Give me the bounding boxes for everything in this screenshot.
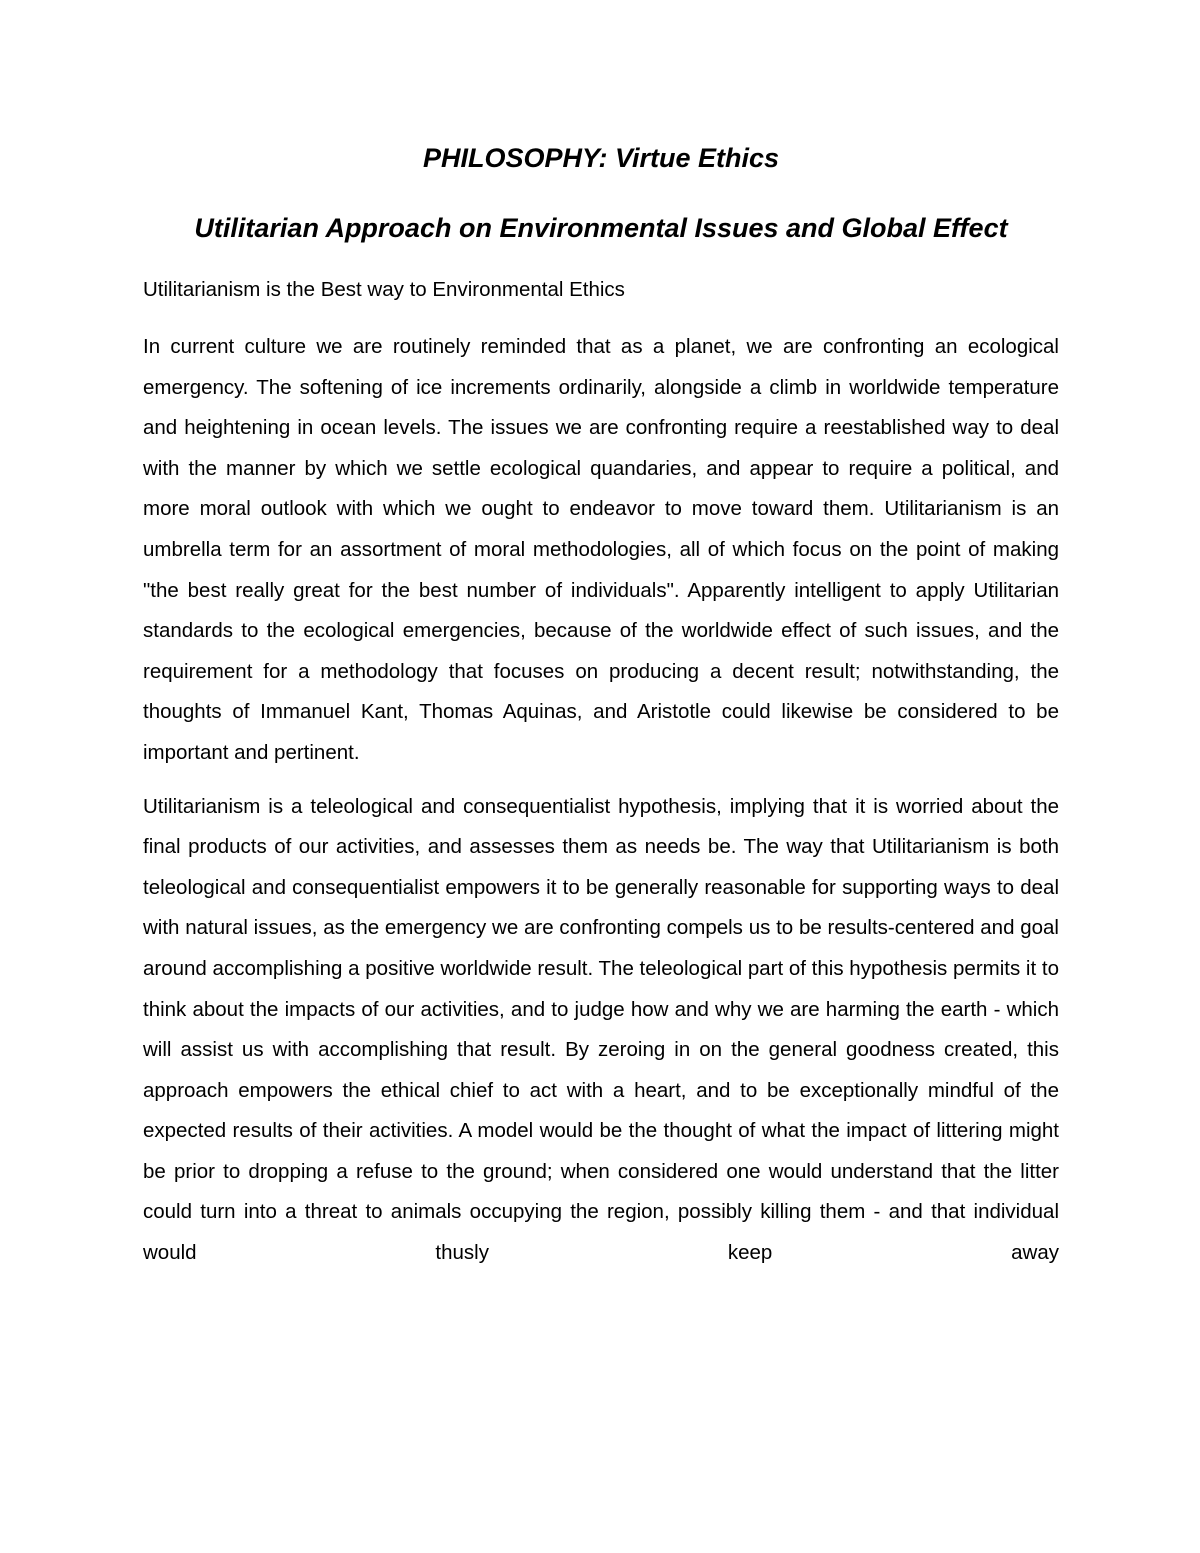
document-title: PHILOSOPHY: Virtue Ethics [422,143,780,173]
body-paragraph-1: In current culture we are routinely reminded that as a planet, we are confronting an ecological emergency. The softening of ice increments ordinarily, alongside a climb in worldwide temperature and heightening in ocean levels. The issues we are confronting require a reestablished way to deal with the manner by which we settle ecological quandaries, and appear to require a political, and more moral outlook with which we ought to endeavor to move toward them. Utilitarianism is an umbrella term for an assortment of moral methodologies, all of which focus on the point of making "the best really great for the best number of individuals". Apparently intelligent to apply Utilitarian standards to the ecological emergencies, because of the worldwide effect of such issues, and the requirement for a methodology that focuses on producing a decent result; notwithstanding, the thoughts of Immanuel Kant, Thomas Aquinas, and Aristotle could likewise be considered to be important and pertinent. [143,335,1059,764]
document-subtitle: Utilitarian Approach on Environmental Issues and Global Effect [194,213,1008,243]
body-paragraph-2: Utilitarianism is a teleological and consequentialist hypothesis, implying that it is worried about the final products of our activities, and assesses them as needs be. The way that Utilitarianism is both teleological and consequentialist empowers it to be generally reasonable for supporting ways to deal with natural issues, as the emergency we are confronting compels us to be results-centered and goal around accomplishing a positive worldwide result. The teleological part of this hypothesis permits it to think about the impacts of our activities, and to judge how and why we are harming the earth - which will assist us with accomplishing that result. By zeroing in on the general goodness created, this approach empowers the ethical chief to act with a heart, and to be exceptionally mindful of the expected results of their activities. A model would be the thought of what the impact of littering might be prior to dropping a refuse to the ground; when considered one would understand that the litter could turn into a threat to animals occupying the region, possibly killing them - and that individual would thusly keep away [143,794,1059,1265]
section-heading: Utilitarianism is the Best way to Environmental Ethics [143,278,625,301]
